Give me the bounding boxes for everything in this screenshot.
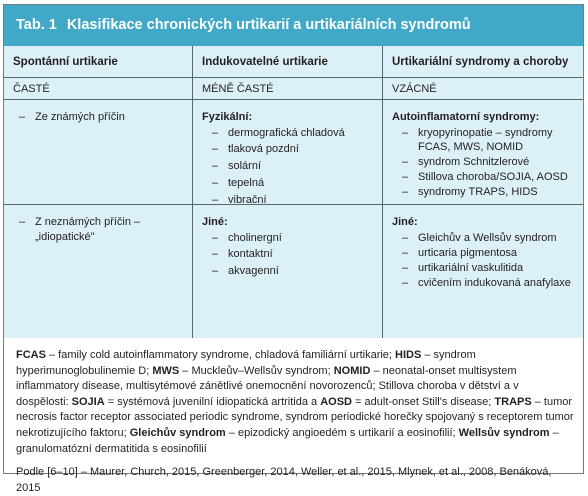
list-item <box>392 170 574 185</box>
frequency-row <box>4 78 583 100</box>
dash-marker: – <box>401 261 409 274</box>
list-item <box>202 159 373 174</box>
physical-heading: Fyzikální: <box>202 111 253 123</box>
list-item <box>392 185 574 200</box>
list-item <box>392 261 574 276</box>
list-item-text: solární <box>228 160 262 173</box>
abbreviations-note <box>16 348 574 457</box>
abbr-definition: = systémová juvenilní idiopatická artritida a <box>104 395 321 408</box>
unknown-causes-text: Z neznámých příčin – „idiopatické" <box>35 216 141 243</box>
list-item-text: tlaková pozdní <box>228 143 299 156</box>
dash-marker: – <box>401 276 409 289</box>
table-footnotes <box>4 338 583 496</box>
physical-list <box>202 126 373 208</box>
row1-syndromes-cell <box>383 100 583 204</box>
header-syndromes: Urtikariální syndromy a choroby <box>392 56 569 68</box>
abbr-definition: – tumor necrosis factor receptor associated periodic syndrome, syndrom periodické horečky spojovaný s receptorem tumor nekrotizujícího faktoru; <box>16 395 574 439</box>
abbr-term: NOMID <box>333 364 371 377</box>
dash-marker: – <box>211 126 219 139</box>
source-citation: Podle [6–10] – Maurer, Church, 2015, Greenberger, 2014, Weller, et al., 2015, Mlynek, et al., 2008, Benáková, 2015 <box>16 466 552 494</box>
list-item <box>13 110 183 125</box>
list-item-text: syndrom Schnitzlerové <box>418 156 530 169</box>
dash-marker: – <box>211 248 219 261</box>
list-item <box>392 155 574 170</box>
list-item-text: vibrační <box>228 194 267 207</box>
abbr-term: AOSD <box>320 395 352 408</box>
dash-marker: – <box>211 231 219 244</box>
dash-marker: – <box>19 216 26 228</box>
list-item-text: urtikariální vaskulitida <box>418 261 524 274</box>
list-item <box>392 231 574 246</box>
abbr-term: TRAPS <box>494 395 532 408</box>
list-item-text: syndromy TRAPS, HIDS <box>418 186 538 199</box>
table-figure <box>3 4 584 494</box>
table-row <box>4 205 583 338</box>
frequency-rare: VZÁCNÉ <box>392 83 437 95</box>
abbr-term: SOJIA <box>71 395 105 408</box>
autoinflammatory-heading: Autoinflamatorní syndromy: <box>392 111 540 123</box>
list-item <box>13 215 183 244</box>
list-item <box>202 126 373 141</box>
header-inducible: Indukovatelné urtikarie <box>193 46 383 77</box>
row2-inducible-cell <box>193 205 383 338</box>
row2-spontaneous-cell <box>4 205 193 338</box>
list-item-text: cholinergní <box>228 231 282 244</box>
table-row <box>4 100 583 205</box>
dash-marker: – <box>211 177 219 190</box>
autoinflammatory-list <box>392 126 574 200</box>
other-syndromes-list <box>392 231 574 291</box>
other-inducible-list <box>202 231 373 279</box>
frequency-less-common: MÉNĚ ČASTÉ <box>193 78 383 99</box>
abbr-term: Gleichův syndrom <box>129 426 226 439</box>
table-title-bar <box>4 5 583 46</box>
list-item <box>392 126 574 155</box>
list-item-text: kontaktní <box>228 248 273 261</box>
abbr-definition: – family cold autoinflammatory syndrome, chladová familiární urtikarie; <box>45 349 396 361</box>
list-item-text: tepelná <box>228 177 265 190</box>
list-item <box>392 246 574 261</box>
dash-marker: – <box>401 171 409 184</box>
abbr-term: Wellsův syndrom <box>458 426 550 439</box>
list-item-text: urticaria pigmentosa <box>418 246 518 259</box>
header-spontaneous: Spontánní urtikarie <box>4 46 193 77</box>
list-item <box>202 176 373 191</box>
abbr-definition: – neonatal-onset multisystem inflammatory disease, multisytémové zánětlivé onemocnění novorozenců; Stillova choroba v dětství a v dospělosti: <box>16 364 519 408</box>
abbr-definition: – epizodický angioedém s urtikarií a eosinofilií; <box>225 426 459 439</box>
dash-marker: – <box>211 265 219 278</box>
classification-table <box>4 46 583 338</box>
list-item-text: Gleichův a Wellsův syndrom <box>418 231 557 244</box>
list-item <box>202 247 373 262</box>
list-item <box>392 276 574 291</box>
list-item-text: Stillova choroba/SOJIA, AOSD <box>418 171 568 184</box>
frequency-common: ČASTÉ <box>4 78 193 99</box>
table-title: Klasifikace chronických urtikarií a urtikariálních syndromů <box>66 17 471 33</box>
abbr-term: HIDS <box>395 349 422 361</box>
table-header-row <box>4 46 583 78</box>
dash-marker: – <box>401 126 409 139</box>
dash-marker: – <box>401 246 409 259</box>
list-item-text: dermografická chladová <box>228 126 345 139</box>
dash-marker: – <box>19 111 26 123</box>
list-item-text: akvagenní <box>228 265 279 278</box>
other-inducible-heading: Jiné: <box>202 216 228 228</box>
row1-spontaneous-cell <box>4 100 193 204</box>
dash-marker: – <box>401 186 409 199</box>
list-item <box>202 231 373 246</box>
dash-marker: – <box>211 194 219 207</box>
dash-marker: – <box>211 160 219 173</box>
list-item-text: cvičením indukovaná anafylaxe <box>418 276 571 289</box>
list-item-text: kryopyrinopatie – syndromy FCAS, MWS, NOMID <box>418 126 553 153</box>
abbr-definition: – syndrom hyperimunoglobulinemie D; <box>16 349 476 377</box>
list-item <box>202 142 373 157</box>
dash-marker: – <box>401 156 409 169</box>
abbr-term: FCAS <box>16 349 46 361</box>
abbr-definition: = adult-onset Still's disease; <box>351 395 495 408</box>
abbr-term: MWS <box>152 364 180 377</box>
dash-marker: – <box>401 231 409 244</box>
abbr-definition: – granulomatózní dermatitida s eosinofilií <box>16 426 559 455</box>
other-syndromes-heading: Jiné: <box>392 216 418 228</box>
abbr-definition: – Muckleův–Wellsův syndrom; <box>179 364 334 377</box>
row2-syndromes-cell <box>383 205 583 338</box>
list-item <box>202 264 373 279</box>
table-label: Tab. 1 <box>16 17 57 33</box>
dash-marker: – <box>211 143 219 156</box>
row1-inducible-cell <box>193 100 383 207</box>
known-causes-text: Ze známých příčin <box>35 111 125 123</box>
